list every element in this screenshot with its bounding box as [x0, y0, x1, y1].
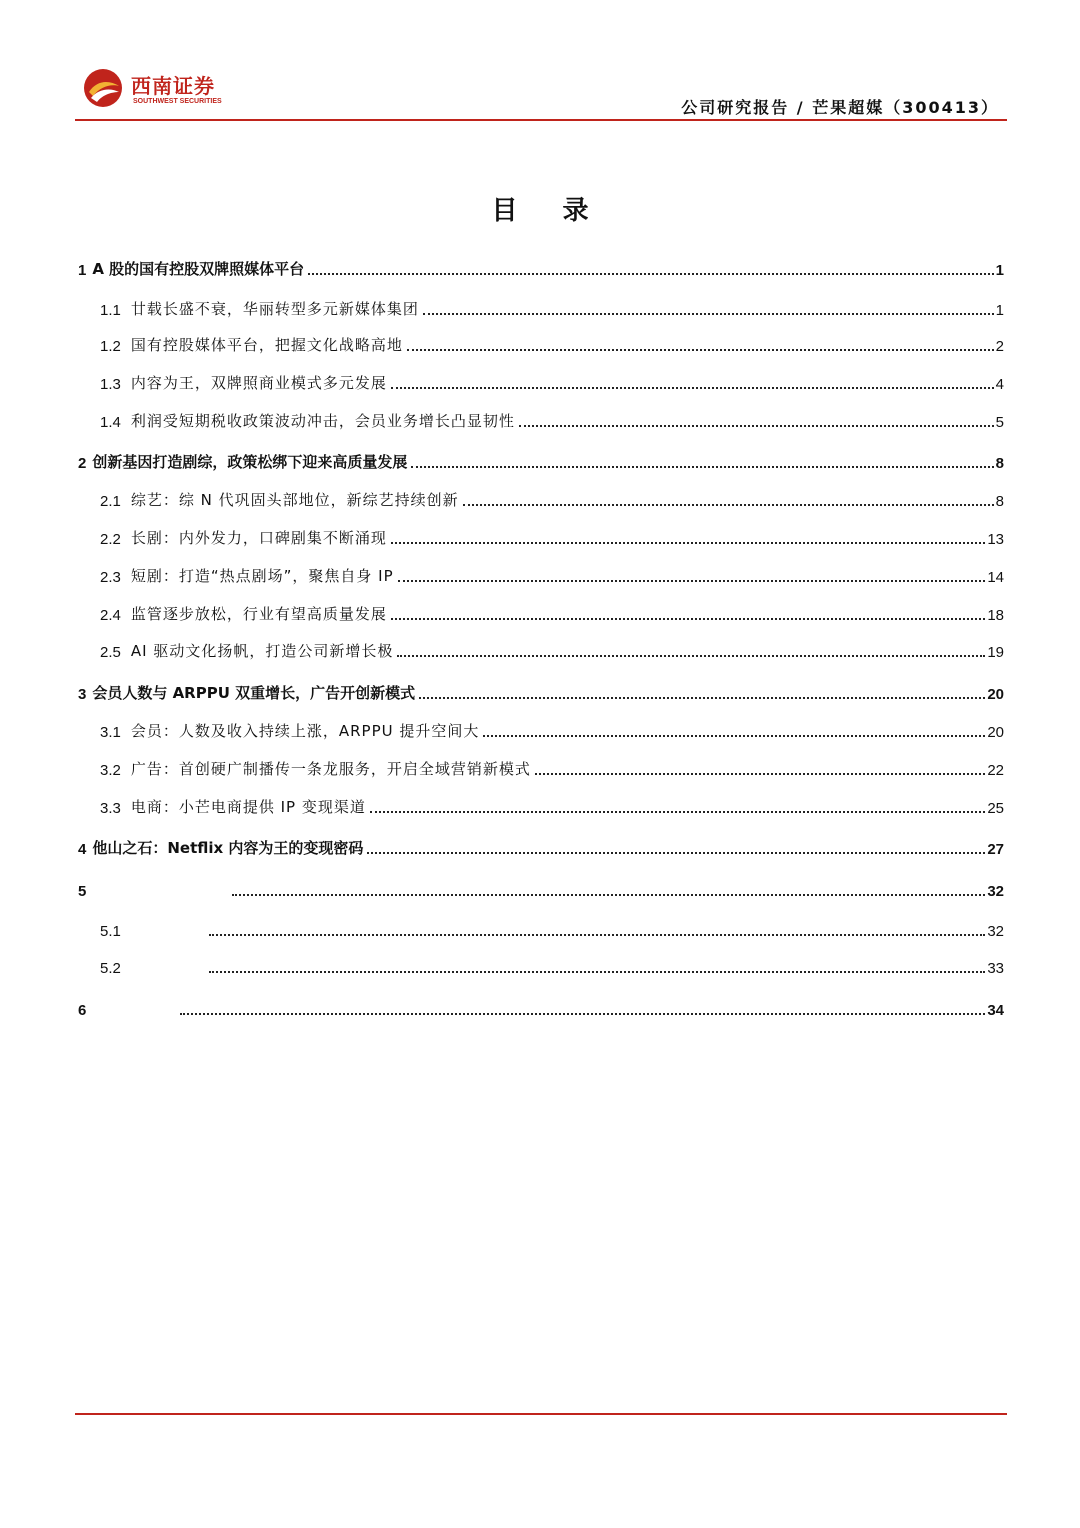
toc-page-number: 32 — [987, 923, 1004, 940]
toc-entry-title: 监管逐步放松，行业有望高质量发展 — [130, 605, 387, 623]
toc-chapter-entry[interactable] — [78, 255, 1004, 279]
toc-dot-leader — [367, 852, 985, 854]
toc-entry-title: 广告：首创硬广制播传一条龙服务，开启全域营销新模式 — [130, 760, 531, 778]
toc-page-number: 19 — [987, 644, 1004, 661]
toc-dot-leader — [391, 618, 985, 620]
toc-entry-number: 3.2 — [100, 762, 121, 779]
toc-chapter-entry[interactable] — [78, 995, 1004, 1019]
toc-section-entry[interactable] — [78, 953, 1004, 977]
toc-dot-leader — [391, 542, 985, 544]
toc-entry-number: 6 — [78, 1002, 87, 1019]
toc-entry-number: 1.4 — [100, 414, 121, 431]
toc-entry-number: 1.3 — [100, 376, 121, 393]
toc-entry-title: 他山之石：Netflix 内容为王的变现密码 — [92, 839, 364, 857]
toc-section-entry[interactable] — [78, 755, 1004, 779]
toc-entry-number: 4 — [78, 841, 87, 858]
toc-entry-number: 3.1 — [100, 724, 121, 741]
toc-section-entry[interactable] — [78, 295, 1004, 319]
toc-section-entry[interactable] — [78, 369, 1004, 393]
toc-page-number: 5 — [995, 414, 1004, 431]
toc-section-entry[interactable] — [78, 407, 1004, 431]
toc-page-number: 20 — [987, 686, 1004, 703]
toc-dot-leader — [519, 425, 994, 427]
toc-dot-leader — [419, 697, 985, 699]
toc-dot-leader — [308, 273, 993, 275]
toc-page-number: 13 — [987, 531, 1004, 548]
toc-entry-title: AI 驱动文化扬帆，打造公司新增长极 — [130, 642, 394, 660]
toc-entry-number: 2.3 — [100, 569, 121, 586]
toc-entry-title: 廿载长盛不衰，华丽转型多元新媒体集团 — [130, 300, 419, 318]
toc-page-number: 20 — [987, 724, 1004, 741]
toc-section-entry[interactable] — [78, 793, 1004, 817]
toc-entry-number: 1 — [78, 262, 87, 279]
toc-page-number: 25 — [987, 800, 1004, 817]
toc-dot-leader — [209, 971, 985, 973]
toc-dot-leader — [370, 811, 985, 813]
toc-entry-title: 利润受短期税收政策波动冲击，会员业务增长凸显韧性 — [130, 412, 515, 430]
toc-entry-number: 2 — [78, 455, 87, 472]
toc-entry-title: 内容为王，双牌照商业模式多元发展 — [130, 374, 387, 392]
toc-page-number: 22 — [987, 762, 1004, 779]
toc-page-number: 14 — [987, 569, 1004, 586]
toc-page-number: 33 — [987, 960, 1004, 977]
toc-dot-leader — [411, 466, 993, 468]
toc-chapter-entry[interactable] — [78, 448, 1004, 472]
toc-section-entry[interactable] — [78, 331, 1004, 355]
logo-en-text: SOUTHWEST SECURITIES — [133, 98, 222, 105]
toc-dot-leader — [398, 580, 986, 582]
toc-section-entry[interactable] — [78, 486, 1004, 510]
toc-entry-number: 2.5 — [100, 644, 121, 661]
toc-dot-leader — [180, 1013, 985, 1015]
toc-dot-leader — [209, 934, 985, 936]
toc-entry-number: 1.2 — [100, 338, 121, 355]
header-divider — [75, 119, 1007, 121]
footer-divider — [75, 1413, 1007, 1415]
toc-entry-title: 会员：人数及收入持续上涨，ARPPU 提升空间大 — [130, 722, 480, 740]
toc-entry-title: 电商：小芒电商提供 IP 变现渠道 — [130, 798, 366, 816]
toc-dot-leader — [407, 349, 994, 351]
toc-section-entry[interactable] — [78, 600, 1004, 624]
toc-entry-number: 5.1 — [100, 923, 121, 940]
page-header — [75, 62, 1007, 120]
toc-page-number: 1 — [995, 302, 1004, 319]
toc-entry-number: 5 — [78, 883, 87, 900]
toc-entry-title: 长剧：内外发力，口碑剧集不断涌现 — [130, 529, 387, 547]
toc-dot-leader — [463, 504, 994, 506]
toc-dot-leader — [423, 313, 994, 315]
toc-entry-title: 短剧：打造“热点剧场”，聚焦自身 IP — [130, 567, 394, 585]
toc-section-entry[interactable] — [78, 562, 1004, 586]
toc-entry-title: A 股的国有控股双牌照媒体平台 — [92, 260, 305, 278]
toc-entry-title: 创新基因打造剧综，政策松绑下迎来高质量发展 — [92, 453, 408, 471]
toc-page-number: 1 — [995, 262, 1004, 279]
toc-title: 目 录 — [491, 196, 607, 226]
toc-entry-number: 1.1 — [100, 302, 121, 319]
toc-page-number: 32 — [987, 883, 1004, 900]
logo-emblem-icon — [83, 68, 123, 108]
toc-entry-number: 3 — [78, 686, 87, 703]
toc-entry-number: 3.3 — [100, 800, 121, 817]
toc-page-number: 4 — [995, 376, 1004, 393]
toc-section-entry[interactable] — [78, 524, 1004, 548]
logo-cn-text: 西南证券 — [131, 74, 215, 98]
toc-dot-leader — [232, 894, 985, 896]
report-label: 公司研究报告 / 芒果超媒（300413） — [681, 98, 999, 117]
toc-page-number: 2 — [995, 338, 1004, 355]
toc-page-number: 8 — [995, 455, 1004, 472]
toc-page-number: 8 — [995, 493, 1004, 510]
toc-chapter-entry[interactable] — [78, 876, 1004, 900]
toc-dot-leader — [535, 773, 985, 775]
toc-entry-title: 会员人数与 ARPPU 双重增长，广告开创新模式 — [92, 684, 416, 702]
toc-section-entry[interactable] — [78, 916, 1004, 940]
toc-entry-number: 2.1 — [100, 493, 121, 510]
toc-page-number: 27 — [987, 841, 1004, 858]
toc-section-entry[interactable] — [78, 637, 1004, 661]
toc-entry-title: 综艺：综 N 代巩固头部地位，新综艺持续创新 — [130, 491, 459, 509]
toc-section-entry[interactable] — [78, 717, 1004, 741]
toc-entry-number: 5.2 — [100, 960, 121, 977]
toc-chapter-entry[interactable] — [78, 679, 1004, 703]
toc-page-number: 18 — [987, 607, 1004, 624]
company-logo — [83, 66, 283, 112]
toc-dot-leader — [397, 655, 985, 657]
toc-chapter-entry[interactable] — [78, 834, 1004, 858]
toc-dot-leader — [391, 387, 994, 389]
toc-page-number: 34 — [987, 1002, 1004, 1019]
toc-entry-title: 国有控股媒体平台，把握文化战略高地 — [130, 336, 403, 354]
toc-entry-number: 2.4 — [100, 607, 121, 624]
toc-dot-leader — [483, 735, 985, 737]
toc-entry-number: 2.2 — [100, 531, 121, 548]
